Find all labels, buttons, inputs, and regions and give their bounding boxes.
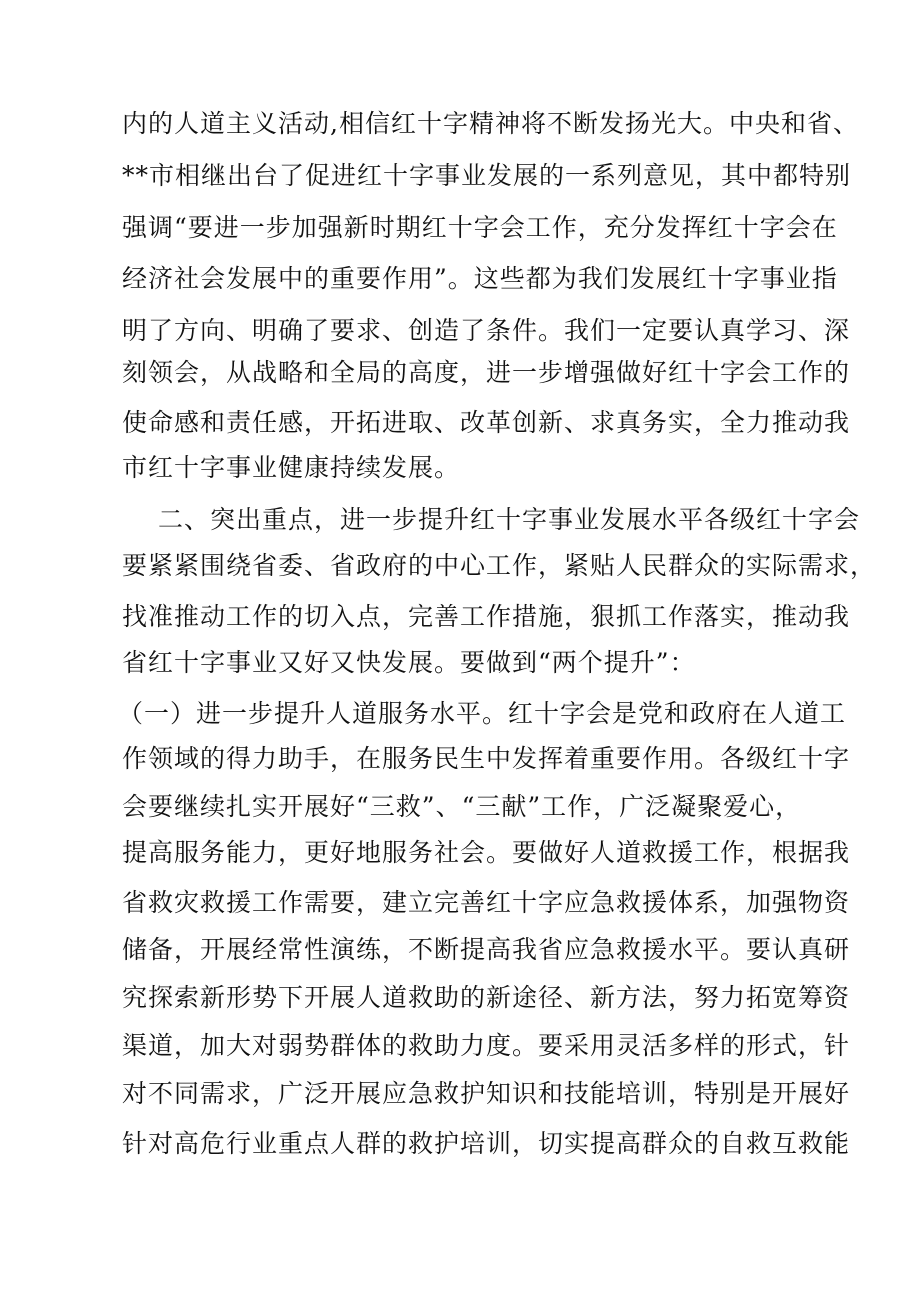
text-line: 找准推动工作的切入点，完善工作措施，狠抓工作落实，推动我 [122,602,851,631]
text-line: 强调“要进一步加强新时期红十字会工作，充分发挥红十字会在 [122,213,838,242]
text-line: 作领域的得力助手，在服务民生中发挥着重要作用。各级红十字 [122,744,851,773]
text-line: 明了方向、明确了要求、创造了条件。我们一定要认真学习、深 [122,316,851,345]
text-line: 对不同需求，广泛开展应急救护知识和技能培训，特别是开展好 [122,1079,851,1108]
text-line: 刻领会，从战略和全局的高度，进一步增强做好红十字会工作的 [122,358,851,387]
text-line: 储备，开展经常性演练，不断提高我省应急救援水平。要认真研 [122,935,851,964]
text-line: 提高服务能力，更好地服务社会。要做好人道救援工作，根据我 [122,838,851,867]
subsection-heading-line: （一）进一步提升人道服务水平。红十字会是党和政府在人道工 [118,699,847,728]
text-line: 使命感和责任感，开拓进取、改革创新、求真务实，全力推动我 [122,408,851,437]
text-line: 内的人道主义活动,相信红十字精神将不断发扬光大。中央和省、 [122,109,859,138]
text-line: 究探索新形势下开展人道救助的新途径、新方法，努力拓宽筹资 [122,983,851,1012]
text-line: 要紧紧围绕省委、省政府的中心工作，紧贴人民群众的实际需求， [122,551,877,580]
section-heading-line: 二、突出重点，进一步提升红十字事业发展水平各级红十字会 [158,505,861,534]
text-line: **市相继出台了促进红十字事业发展的一系列意见，其中都特别 [122,161,852,190]
text-line: 省救灾救援工作需要，建立完善红十字应急救援体系，加强物资 [122,888,851,917]
text-line: 会要继续扎实开展好“三救”、“三献”工作，广泛凝聚爱心， [122,792,802,821]
text-line: 针对高危行业重点人群的救护培训，切实提高群众的自救互救能 [122,1129,851,1158]
text-line: 经济社会发展中的重要作用”。这些都为我们发展红十字事业指 [122,264,838,293]
text-line: 省红十字事业又好又快发展。要做到“两个提升”： [122,648,696,677]
text-line: 渠道，加大对弱势群体的救助力度。要采用灵活多样的形式，针 [122,1031,851,1060]
text-line: 市红十字事业健康持续发展。 [122,453,461,482]
